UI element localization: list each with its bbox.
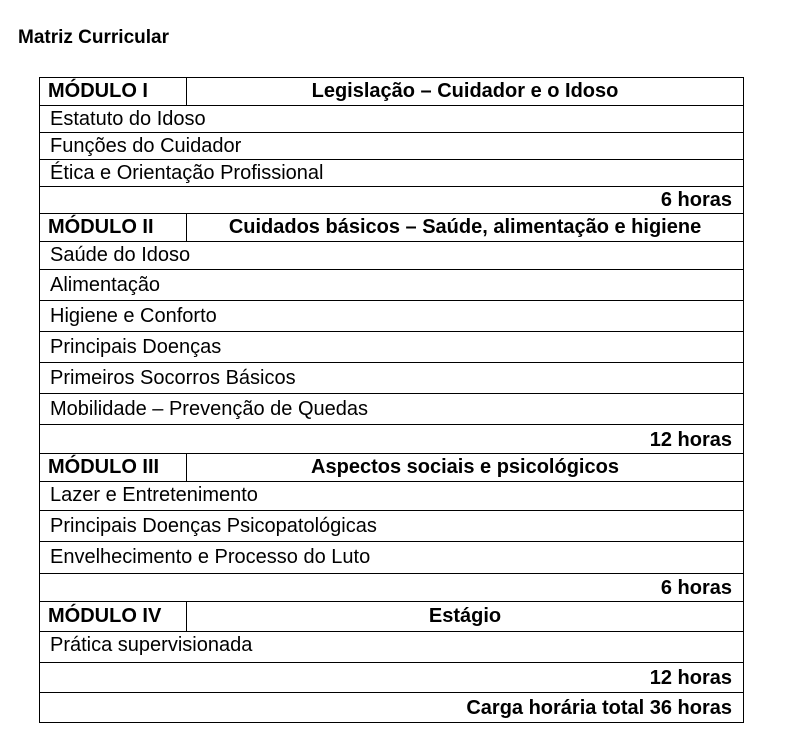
topic-row	[40, 242, 743, 270]
topic-row	[40, 542, 743, 574]
module-title: Cuidados básicos – Saúde, alimentação e higiene	[228, 216, 702, 238]
topic-label: Principais Doenças	[50, 336, 222, 358]
topic-label: Alimentação	[50, 274, 161, 296]
module-code: MÓDULO I	[40, 78, 187, 105]
module-hours: 12 horas	[649, 429, 732, 451]
topic-row	[40, 106, 743, 133]
curriculum-table	[39, 77, 744, 723]
topic-row	[40, 160, 743, 187]
topic-label: Lazer e Entretenimento	[50, 484, 258, 506]
module-hours-row	[40, 425, 743, 454]
topic-row	[40, 632, 743, 663]
topic-row	[40, 301, 743, 332]
module-title: Estágio	[428, 605, 502, 627]
module-hours: 12 horas	[649, 667, 732, 689]
topic-label: Estatuto do Idoso	[50, 108, 206, 130]
topic-row	[40, 332, 743, 363]
module-hours-row	[40, 663, 743, 693]
topic-row	[40, 482, 743, 511]
module-hours: 6 horas	[660, 577, 732, 599]
module-title: Legislação – Cuidador e o Idoso	[311, 80, 619, 102]
topic-label: Envelhecimento e Processo do Luto	[50, 546, 371, 568]
module-hours: 6 horas	[660, 189, 732, 211]
topic-row	[40, 133, 743, 160]
topic-label: Principais Doenças Psicopatológicas	[50, 515, 377, 537]
topic-label: Saúde do Idoso	[50, 244, 191, 266]
total-hours: Carga horária total 36 horas	[466, 697, 732, 719]
total-hours-row	[40, 693, 743, 722]
topic-row	[40, 511, 743, 542]
topic-row	[40, 363, 743, 394]
topic-row	[40, 270, 743, 301]
module-header-row	[40, 454, 743, 482]
topic-label: Prática supervisionada	[50, 634, 253, 656]
module-code: MÓDULO III	[40, 454, 187, 481]
topic-label: Ética e Orientação Profissional	[50, 162, 324, 184]
module-title: Aspectos sociais e psicológicos	[311, 456, 619, 478]
topic-label: Mobilidade – Prevenção de Quedas	[50, 398, 368, 420]
module-header-row	[40, 214, 743, 242]
module-hours-row	[40, 187, 743, 214]
module-code: MÓDULO IV	[40, 602, 187, 631]
page-title: Matriz Curricular	[18, 27, 169, 48]
topic-label: Primeiros Socorros Básicos	[50, 367, 296, 389]
topic-label: Higiene e Conforto	[50, 305, 217, 327]
module-hours-row	[40, 574, 743, 602]
topic-row	[40, 394, 743, 425]
module-header-row	[40, 602, 743, 632]
topic-label: Funções do Cuidador	[50, 135, 242, 157]
module-header-row	[40, 78, 743, 106]
module-code: MÓDULO II	[40, 214, 187, 241]
